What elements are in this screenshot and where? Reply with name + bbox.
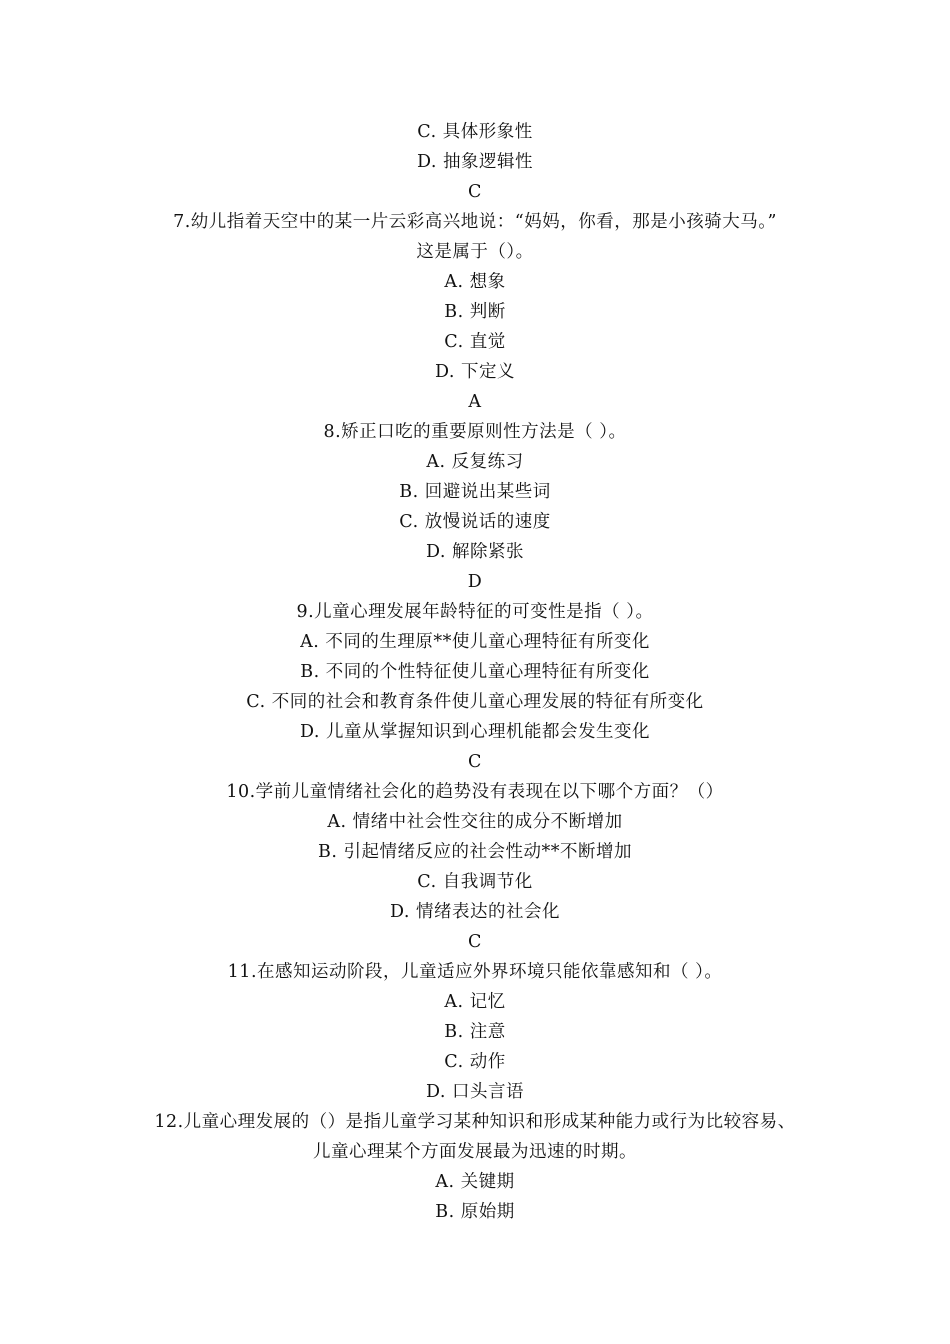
option-line: A. 记忆 xyxy=(444,992,506,1012)
question-line: 10.学前儿童情绪社会化的趋势没有表现在以下哪个方面？（） xyxy=(226,782,724,802)
option-line: D. 抽象逻辑性 xyxy=(416,152,534,172)
option-line: D. 口头言语 xyxy=(425,1082,525,1102)
option-line: A. 关键期 xyxy=(435,1172,515,1192)
option-line: B. 回避说出某些词 xyxy=(399,482,551,502)
option-line: B. 原始期 xyxy=(435,1202,515,1222)
option-line: A. 反复练习 xyxy=(426,452,524,472)
option-line: C. 自我调节化 xyxy=(417,872,533,892)
question-line: 12.儿童心理发展的（）是指儿童学习某种知识和形成某种能力或行为比较容易、 xyxy=(154,1112,796,1132)
option-line: B. 引起情绪反应的社会性动**不断增加 xyxy=(318,842,632,862)
answer-line: C xyxy=(468,752,482,772)
option-line: B. 不同的个性特征使儿童心理特征有所变化 xyxy=(300,662,650,682)
question-line: 儿童心理某个方面发展最为迅速的时期。 xyxy=(313,1142,637,1162)
option-line: D. 下定义 xyxy=(434,362,516,382)
option-line: D. 儿童从掌握知识到心理机能都会发生变化 xyxy=(299,722,651,742)
option-line: A. 情绪中社会性交往的成分不断增加 xyxy=(327,812,623,832)
question-line: 7.幼儿指着天空中的某一片云彩高兴地说：“妈妈，你看，那是小孩骑大马。” xyxy=(173,212,777,232)
question-line: 9.儿童心理发展年龄特征的可变性是指（ ）。 xyxy=(296,602,654,622)
question-line: 这是属于（）。 xyxy=(416,242,534,262)
option-line: C. 具体形象性 xyxy=(417,122,533,142)
option-line: C. 动作 xyxy=(444,1052,506,1072)
answer-line: C xyxy=(468,932,482,952)
option-line: C. 不同的社会和教育条件使儿童心理发展的特征有所变化 xyxy=(246,692,704,712)
question-line: 11.在感知运动阶段，儿童适应外界环境只能依靠感知和（ ）。 xyxy=(227,962,723,982)
option-line: A. 想象 xyxy=(444,272,506,292)
option-line: D. 解除紧张 xyxy=(425,542,525,562)
option-line: D. 情绪表达的社会化 xyxy=(389,902,561,922)
option-line: B. 判断 xyxy=(444,302,506,322)
option-line: C. 放慢说话的速度 xyxy=(399,512,551,532)
answer-line: A xyxy=(468,392,482,412)
question-line: 8.矫正口吃的重要原则性方法是（ ）。 xyxy=(323,422,627,442)
option-line: A. 不同的生理原**使儿童心理特征有所变化 xyxy=(300,632,650,652)
answer-line: D xyxy=(467,572,483,592)
document-page xyxy=(0,117,950,1227)
answer-line: C xyxy=(468,182,482,202)
option-line: B. 注意 xyxy=(444,1022,506,1042)
option-line: C. 直觉 xyxy=(444,332,506,352)
